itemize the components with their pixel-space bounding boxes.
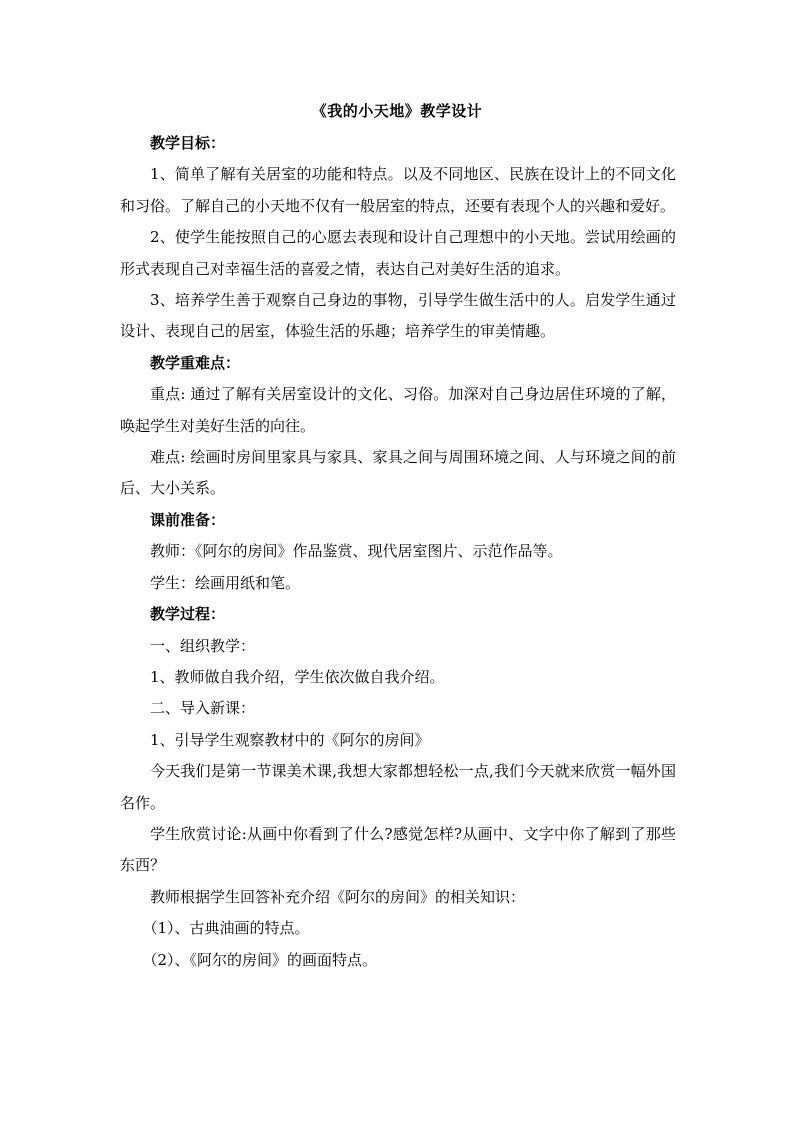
document-title: 《我的小天地》教学设计 [311, 102, 483, 120]
section-heading-process: 教学过程： [150, 605, 226, 624]
section-heading-key-points: 教学重难点： [150, 353, 241, 372]
paragraph-objective-1: 1、简单了解有关居室的功能和特点。以及不同地区、民族在设计上的不同文化和习俗。了解自己的小天地不仅有一般居室的特点，还要有表现个人的兴趣和爱好。 [120, 165, 676, 215]
list-item-painting-features: （2）、《阿尔的房间》的画面特点。 [142, 950, 378, 969]
paragraph-key-point: 重点: 通过了解有关居室设计的文化、习俗。加深对自己身边居住环境的了解，唤起学生对美好生活的向往。 [120, 385, 676, 435]
paragraph-objective-3: 3、培养学生善于观察自己身边的事物，引导学生做生活中的人。启发学生通过设计、表现自己的居室，体验生活的乐趣；培养学生的审美情趣。 [120, 291, 676, 341]
paragraph-difficulty: 难点: 绘画时房间里家具与家具、家具之间与周围环境之间、人与环境之间的前后、大小关系。 [120, 448, 676, 498]
paragraph-teacher-supplement: 教师根据学生回答补充介绍《阿尔的房间》的相关知识： [150, 887, 526, 906]
paragraph-discussion: 学生欣赏讨论:从画中你看到了什么?感觉怎样?从画中、文字中你了解到了那些东西？ [120, 824, 676, 875]
paragraph-step-new-lesson: 二、导入新课： [150, 699, 256, 718]
section-heading-objectives: 教学目标： [150, 134, 226, 152]
paragraph-student-prep: 学生：绘画用纸和笔。 [150, 573, 301, 592]
paragraph-step-observe: 1、引导学生观察教材中的《阿尔的房间》 [150, 730, 430, 749]
paragraph-step-introduce: 1、教师做自我介绍，学生依次做自我介绍。 [150, 667, 445, 686]
list-item-oil-painting: （1）、古典油画的特点。 [142, 919, 310, 938]
paragraph-objective-2: 2、使学生能按照自己的心愿去表现和设计自己理想中的小天地。尝试用绘画的形式表现自己对幸福生活的喜爱之情，表达自己对美好生活的追求。 [120, 228, 676, 278]
paragraph-lesson-intro: 今天我们是第一节课美术课,我想大家都想轻松一点,我们今天就来欣赏一幅外国名作。 [120, 762, 676, 812]
document-body [120, 128, 676, 976]
paragraph-step-organize: 一、组织教学： [150, 636, 256, 655]
paragraph-teacher-prep: 教师：《阿尔的房间》作品鉴赏、现代居室图片、示范作品等。 [150, 542, 563, 561]
section-heading-preparation: 课前准备： [150, 510, 226, 529]
